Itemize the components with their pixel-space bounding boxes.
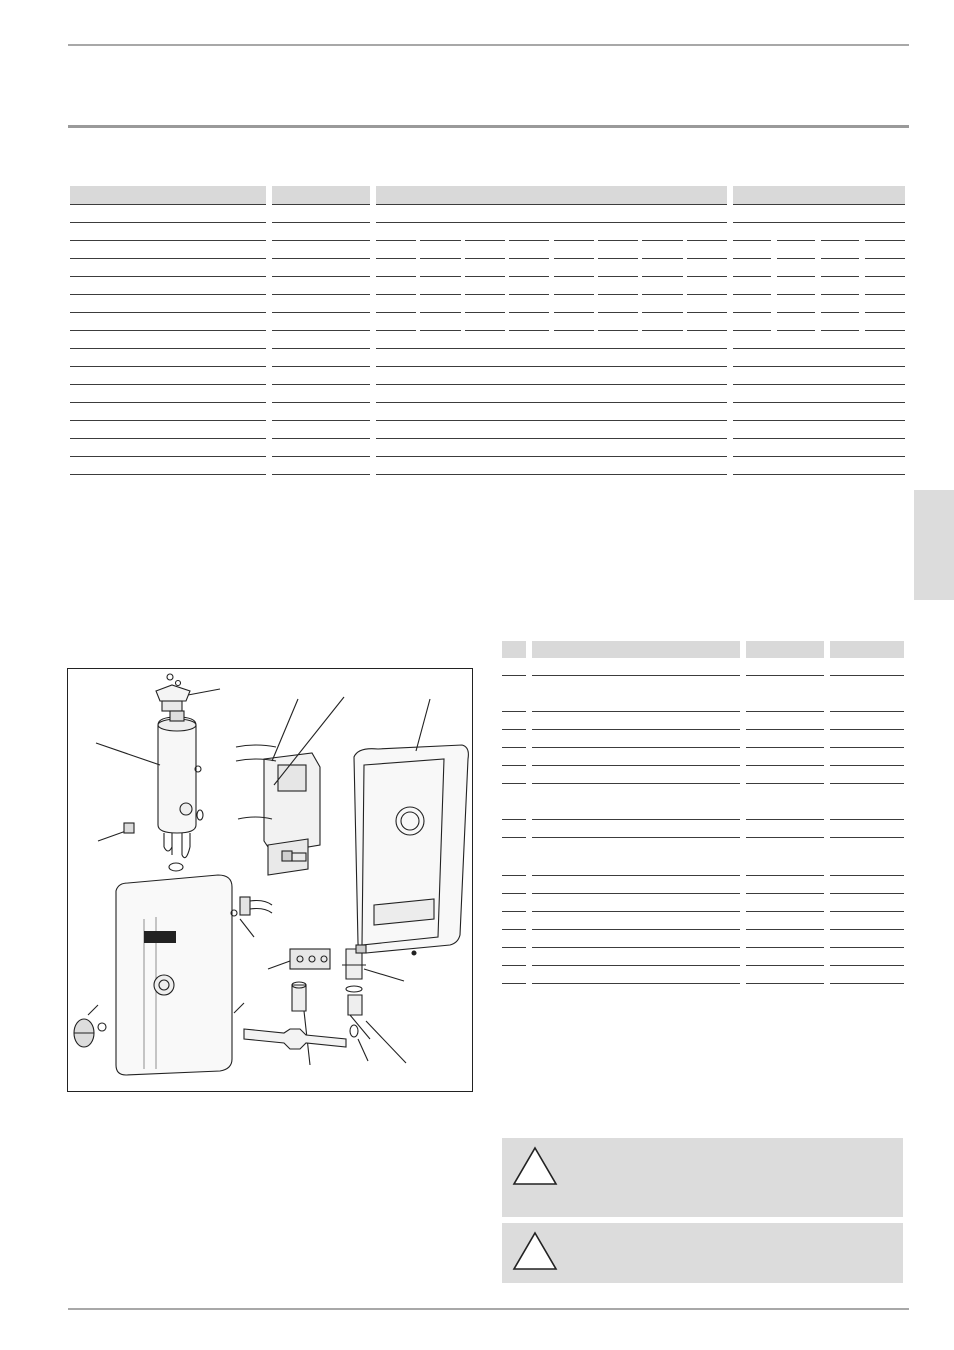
table-rule-line <box>733 474 905 475</box>
table-rule-line <box>502 675 526 676</box>
exploded-view-figure <box>67 668 473 1092</box>
table-rule-line <box>376 204 727 205</box>
table-rule-line <box>509 330 549 331</box>
table-rule-line <box>70 402 266 403</box>
table-rule-line <box>376 294 416 295</box>
table-rule-line <box>420 276 461 277</box>
table-header-cell <box>746 641 824 658</box>
table-rule-line <box>642 312 683 313</box>
table-rule-line <box>420 258 461 259</box>
table-rule-line <box>865 258 905 259</box>
table-rule-line <box>746 675 824 676</box>
table-header-cell <box>376 186 727 204</box>
table-rule-line <box>554 240 594 241</box>
table-rule-line <box>554 294 594 295</box>
table-rule-line <box>865 240 905 241</box>
table-rule-line <box>465 294 505 295</box>
top-rule <box>68 44 909 46</box>
warning-box <box>502 1223 903 1283</box>
table-rule-line <box>830 929 904 930</box>
front-cover-icon <box>116 875 244 1075</box>
table-rule-line <box>502 911 526 912</box>
table-rule-line <box>502 947 526 948</box>
table-rule-line <box>376 348 727 349</box>
table-rule-line <box>70 348 266 349</box>
table-rule-line <box>733 456 905 457</box>
table-rule-line <box>642 276 683 277</box>
table-header-cell <box>502 641 526 658</box>
table-rule-line <box>272 204 370 205</box>
table-rule-line <box>376 456 727 457</box>
table-rule-line <box>420 312 461 313</box>
table-rule-line <box>821 276 859 277</box>
table-rule-line <box>532 929 740 930</box>
table-header-cell <box>733 186 905 204</box>
table-rule-line <box>502 983 526 984</box>
table-rule-line <box>746 711 824 712</box>
table-rule-line <box>865 312 905 313</box>
table-rule-line <box>376 312 416 313</box>
table-rule-line <box>554 276 594 277</box>
table-rule-line <box>598 258 638 259</box>
warning-box <box>502 1138 903 1217</box>
table-rule-line <box>830 747 904 748</box>
table-rule-line <box>598 276 638 277</box>
table-rule-line <box>746 783 824 784</box>
table-rule-line <box>830 729 904 730</box>
table-rule-line <box>733 348 905 349</box>
table-rule-line <box>830 983 904 984</box>
heating-element-icon <box>96 711 203 871</box>
table-rule-line <box>465 258 505 259</box>
table-rule-line <box>509 240 549 241</box>
table-header-cell <box>70 186 266 204</box>
table-rule-line <box>830 893 904 894</box>
table-rule-line <box>376 420 727 421</box>
table-rule-line <box>502 747 526 748</box>
table-rule-line <box>642 258 683 259</box>
table-rule-line <box>70 240 266 241</box>
table-rule-line <box>830 947 904 948</box>
terminal-block-icon <box>268 949 330 969</box>
table-rule-line <box>502 893 526 894</box>
table-rule-line <box>746 875 824 876</box>
table-rule-line <box>746 747 824 748</box>
table-rule-line <box>830 875 904 876</box>
table-rule-line <box>532 875 740 876</box>
table-rule-line <box>376 402 727 403</box>
table-rule-line <box>532 675 740 676</box>
table-rule-line <box>733 258 771 259</box>
table-rule-line <box>272 348 370 349</box>
table-rule-line <box>272 222 370 223</box>
header-rule <box>68 125 909 128</box>
table-rule-line <box>509 258 549 259</box>
table-rule-line <box>746 893 824 894</box>
mounting-bracket-icon <box>244 1029 346 1049</box>
table-rule-line <box>70 438 266 439</box>
table-rule-line <box>687 312 727 313</box>
connection-fitting-icon <box>292 982 310 1065</box>
table-rule-line <box>733 294 771 295</box>
table-rule-line <box>733 276 771 277</box>
table-rule-line <box>821 312 859 313</box>
table-rule-line <box>746 729 824 730</box>
top-mount-fitting <box>156 674 220 711</box>
table-rule-line <box>70 456 266 457</box>
table-rule-line <box>376 366 727 367</box>
table-rule-line <box>502 765 526 766</box>
table-rule-line <box>502 819 526 820</box>
table-rule-line <box>598 240 638 241</box>
table-rule-line <box>272 294 370 295</box>
table-rule-line <box>272 420 370 421</box>
table-rule-line <box>376 438 727 439</box>
table-rule-line <box>733 438 905 439</box>
table-rule-line <box>598 330 638 331</box>
table-rule-line <box>532 711 740 712</box>
table-rule-line <box>70 420 266 421</box>
table-rule-line <box>733 204 905 205</box>
table-rule-line <box>272 474 370 475</box>
table-rule-line <box>532 837 740 838</box>
table-rule-line <box>777 276 815 277</box>
table-rule-line <box>830 711 904 712</box>
table-rule-line <box>733 366 905 367</box>
table-rule-line <box>509 276 549 277</box>
table-rule-line <box>532 819 740 820</box>
table-rule-line <box>733 384 905 385</box>
table-rule-line <box>376 330 416 331</box>
table-rule-line <box>465 276 505 277</box>
table-rule-line <box>272 366 370 367</box>
table-rule-line <box>420 330 461 331</box>
table-rule-line <box>777 240 815 241</box>
table-rule-line <box>465 330 505 331</box>
table-rule-line <box>830 837 904 838</box>
table-rule-line <box>70 384 266 385</box>
table-rule-line <box>830 765 904 766</box>
table-rule-line <box>532 765 740 766</box>
table-rule-line <box>746 929 824 930</box>
table-rule-line <box>70 204 266 205</box>
table-rule-line <box>687 276 727 277</box>
table-rule-line <box>830 965 904 966</box>
table-rule-line <box>272 276 370 277</box>
table-rule-line <box>376 240 416 241</box>
table-rule-line <box>502 929 526 930</box>
table-rule-line <box>272 438 370 439</box>
table-rule-line <box>70 222 266 223</box>
table-rule-line <box>830 675 904 676</box>
table-rule-line <box>376 222 727 223</box>
table-rule-line <box>376 474 727 475</box>
table-rule-line <box>502 837 526 838</box>
table-rule-line <box>532 983 740 984</box>
table-header-cell <box>532 641 740 658</box>
table-rule-line <box>70 276 266 277</box>
table-rule-line <box>509 294 549 295</box>
table-rule-line <box>746 837 824 838</box>
table-rule-line <box>865 276 905 277</box>
table-rule-line <box>272 456 370 457</box>
table-rule-line <box>830 819 904 820</box>
table-rule-line <box>777 312 815 313</box>
table-rule-line <box>746 983 824 984</box>
table-rule-line <box>642 240 683 241</box>
table-rule-line <box>272 240 370 241</box>
table-rule-line <box>642 294 683 295</box>
footer-rule <box>68 1308 909 1310</box>
table-rule-line <box>746 947 824 948</box>
table-rule-line <box>502 711 526 712</box>
table-rule-line <box>821 258 859 259</box>
table-rule-line <box>70 330 266 331</box>
table-rule-line <box>70 312 266 313</box>
table-rule-line <box>70 474 266 475</box>
cable-clip-icon <box>231 897 272 937</box>
table-rule-line <box>830 911 904 912</box>
table-rule-line <box>532 747 740 748</box>
table-rule-line <box>865 330 905 331</box>
table-rule-line <box>830 783 904 784</box>
table-rule-line <box>532 893 740 894</box>
table-rule-line <box>746 819 824 820</box>
table-rule-line <box>272 312 370 313</box>
table-rule-line <box>70 294 266 295</box>
table-rule-line <box>733 330 771 331</box>
table-rule-line <box>642 330 683 331</box>
table-rule-line <box>687 330 727 331</box>
table-rule-line <box>272 330 370 331</box>
table-rule-line <box>502 875 526 876</box>
table-rule-line <box>865 294 905 295</box>
table-rule-line <box>532 911 740 912</box>
table-rule-line <box>272 384 370 385</box>
table-rule-line <box>746 965 824 966</box>
table-rule-line <box>376 384 727 385</box>
table-rule-line <box>420 294 461 295</box>
table-rule-line <box>821 330 859 331</box>
table-rule-line <box>420 240 461 241</box>
table-rule-line <box>502 729 526 730</box>
table-rule-line <box>70 366 266 367</box>
table-rule-line <box>532 783 740 784</box>
table-rule-line <box>733 420 905 421</box>
table-rule-line <box>509 312 549 313</box>
table-rule-line <box>821 240 859 241</box>
table-rule-line <box>465 312 505 313</box>
table-rule-line <box>777 330 815 331</box>
table-rule-line <box>376 276 416 277</box>
table-rule-line <box>532 965 740 966</box>
table-header-cell <box>272 186 370 204</box>
table-rule-line <box>502 783 526 784</box>
table-rule-line <box>687 240 727 241</box>
table-rule-line <box>554 330 594 331</box>
table-header-cell <box>830 641 904 658</box>
table-rule-line <box>554 312 594 313</box>
table-rule-line <box>733 402 905 403</box>
table-rule-line <box>70 258 266 259</box>
table-rule-line <box>687 294 727 295</box>
table-rule-line <box>746 765 824 766</box>
table-rule-line <box>598 294 638 295</box>
warning-triangle-icon <box>512 1231 558 1271</box>
table-rule-line <box>733 312 771 313</box>
table-rule-line <box>687 258 727 259</box>
side-section-tab <box>914 490 954 600</box>
table-rule-line <box>598 312 638 313</box>
table-rule-line <box>532 947 740 948</box>
table-rule-line <box>502 965 526 966</box>
table-rule-line <box>777 294 815 295</box>
rotary-knob-icon <box>74 1005 106 1047</box>
water-connection-icon <box>342 945 406 1063</box>
table-rule-line <box>532 729 740 730</box>
table-rule-line <box>777 258 815 259</box>
table-rule-line <box>554 258 594 259</box>
table-rule-line <box>733 222 905 223</box>
table-rule-line <box>376 258 416 259</box>
warning-triangle-icon <box>512 1146 558 1186</box>
electronic-assembly-icon <box>236 697 344 875</box>
table-rule-line <box>746 911 824 912</box>
table-rule-line <box>733 240 771 241</box>
wall-back-panel-icon <box>354 699 468 955</box>
table-rule-line <box>272 258 370 259</box>
table-rule-line <box>465 240 505 241</box>
table-rule-line <box>272 402 370 403</box>
table-rule-line <box>821 294 859 295</box>
